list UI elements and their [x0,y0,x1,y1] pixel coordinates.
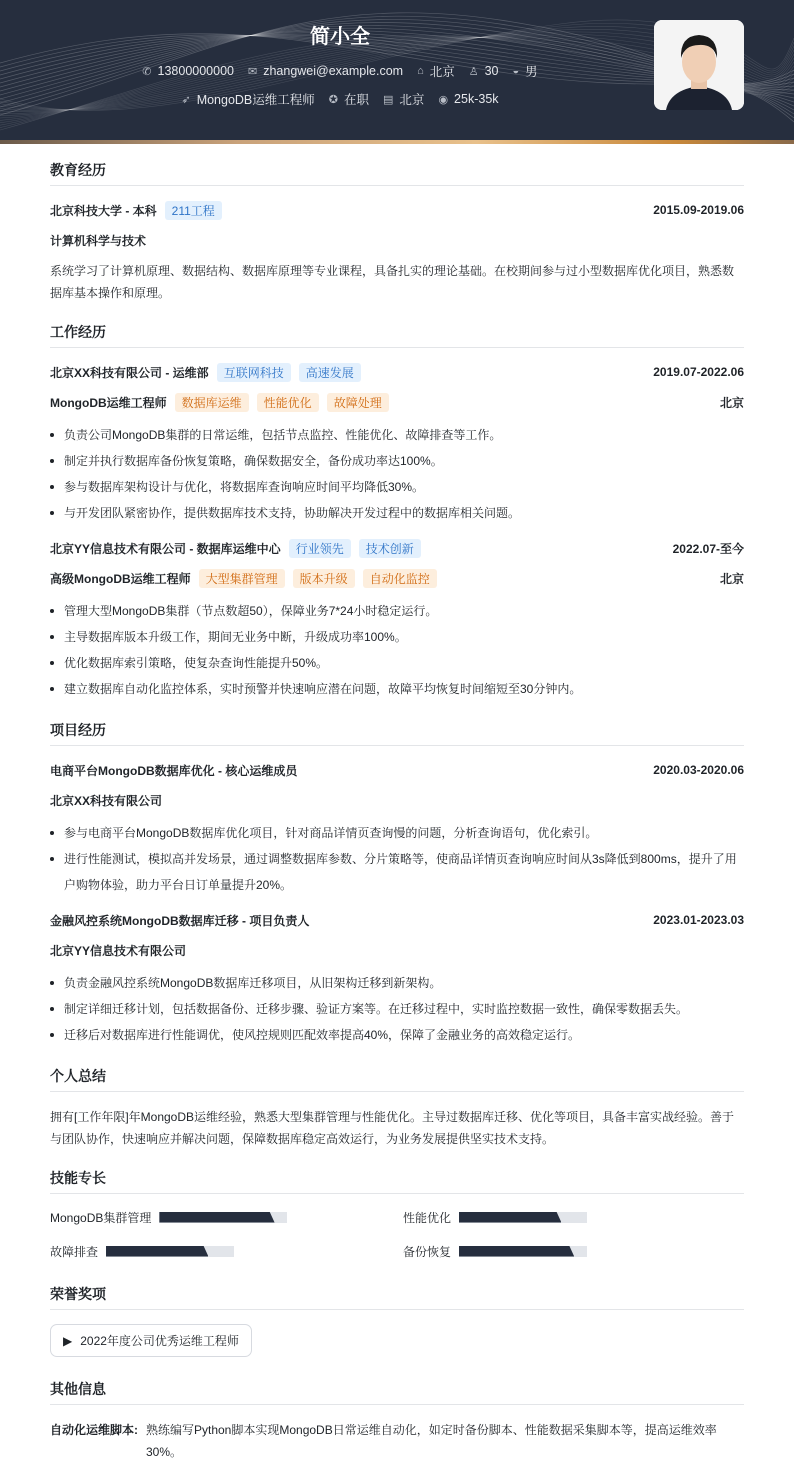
resume-header [0,0,794,140]
role-title: 高级MongoDB运维工程师 [50,571,191,586]
bullet-item: 优化数据库索引策略，使复杂查询性能提升50%。 [50,650,744,676]
work-date: 2019.07-2022.06 [653,365,744,379]
school-tag: 211工程 [165,201,222,220]
info-item [383,90,424,108]
skill-tag: 大型集群管理 [199,569,285,588]
project-name: 电商平台MongoDB数据库优化 - 核心运维成员 [50,763,298,778]
expand-triangle-icon: ▶ [63,1333,73,1348]
skill-name: MongoDB集群管理 [50,1210,152,1225]
info-item [438,90,498,108]
section-title: 教育经历 [50,160,744,186]
project-row [50,760,744,780]
company-tag: 高速发展 [299,363,361,382]
skill-tag: 自动化监控 [363,569,437,588]
skill-tag: 故障处理 [327,393,389,412]
gender-icon: ◒ [512,65,520,77]
project-name: 金融风控系统MongoDB数据库迁移 - 项目负责人 [50,913,310,928]
bullet-item: 主导数据库版本升级工作，期间无业务中断，升级成功率100%。 [50,624,744,650]
building-icon: ▤ [383,93,394,106]
status-icon: ✪ [328,93,338,106]
company-tag: 技术创新 [359,539,421,558]
info-item [513,62,538,80]
company-row [50,538,744,558]
skill-bar [459,1246,587,1257]
bullet-item: 管理大型MongoDB集群（节点数超50），保障业务7*24小时稳定运行。 [50,598,744,624]
school-name: 北京科技大学 - 本科 [50,203,157,218]
info-item [417,62,455,80]
skill-bar [459,1212,587,1223]
projects-section [50,720,744,1048]
skill-name: 故障排查 [50,1244,99,1259]
candidate-name: 简小全 [310,26,370,48]
role-left [50,393,389,412]
project-company-row [50,790,744,810]
bullet-item: 负责公司MongoDB集群的日常运维，包括节点监控、性能优化、故障排查等工作。 [50,422,744,448]
skill-bar [106,1246,234,1257]
work-bullets [50,422,744,526]
info-item [181,90,314,108]
info-text: MongoDB运维工程师 [196,93,315,107]
section-title: 荣誉奖项 [50,1284,744,1310]
skill-name: 性能优化 [403,1210,452,1225]
section-title: 个人总结 [50,1066,744,1092]
job-info [0,90,680,108]
role-row [50,392,744,412]
info-item [248,62,403,80]
info-text: 25k-35k [454,92,499,106]
section-title: 其他信息 [50,1379,744,1405]
work-section [50,322,744,702]
education-description: 系统学习了计算机原理、数据结构、数据库原理等专业课程，具备扎实的理论基础。在校期间参与过小型数据库优化项目，熟悉数据库基本操作和原理。 [50,264,735,300]
project-date: 2023.01-2023.03 [653,913,744,927]
company-name: 北京XX科技有限公司 - 运维部 [50,365,209,380]
skill-tag: 性能优化 [257,393,319,412]
bullet-item: 迁移后对数据库进行性能调优，使风控规则匹配效率提高40%，保障了金融业务的高效稳定运行。 [50,1022,744,1048]
info-text: 北京 [399,93,425,107]
work-location: 北京 [719,395,744,410]
awards-section [50,1284,744,1379]
skill-bar-fill [159,1212,274,1223]
award-item[interactable] [50,1324,252,1357]
company-row [50,362,744,382]
bullet-item: 建立数据库自动化监控体系，实时预警并快速响应潜在问题，故障平均恢复时间缩短至30分钟内。 [50,676,744,702]
skill-item [50,1208,403,1226]
work-location: 北京 [719,571,744,586]
award-label: 2022年度公司优秀运维工程师 [80,1334,239,1348]
company-name: 北京YY信息技术有限公司 - 数据库运维中心 [50,541,281,556]
age-icon: ♙ [468,65,479,78]
other-label: 自动化运维脚本: [50,1423,138,1437]
info-text: 男 [525,65,538,79]
company-left [50,539,421,558]
bullet-item: 进行性能测试，模拟高并发场景，通过调整数据库参数、分片策略等，使商品详情页查询响应时间从3s降低到800ms，提升了用户购物体验，助力平台日订单量提升20%。 [50,846,744,898]
role-left [50,569,437,588]
project-row [50,910,744,930]
section-title: 技能专长 [50,1168,744,1194]
project-company: 北京YY信息技术有限公司 [50,943,187,958]
section-title: 工作经历 [50,322,744,348]
info-text: 在职 [344,93,370,107]
bullet-item: 制定并执行数据库备份恢复策略，确保数据安全，备份成功率达100%。 [50,448,744,474]
role-row [50,568,744,588]
skill-item [50,1242,403,1260]
info-text: zhangwei@example.com [263,64,404,78]
education-date: 2015.09-2019.06 [653,203,744,217]
project-company-row [50,940,744,960]
contact-info [0,62,680,80]
company-tag: 行业领先 [289,539,351,558]
skill-name: 备份恢复 [403,1244,452,1259]
skills-section [50,1168,744,1260]
summary-text: 拥有[工作年限]年MongoDB运维经验，熟悉大型集群管理与性能优化。主导过数据库迁移、优化等项目，具备丰富实战经验。善于与团队协作，快速响应并解决问题，保障数据库稳定高效运行，为业务发展提供坚实技术支持。 [50,1110,735,1146]
bullet-item: 参与电商平台MongoDB数据库优化项目，针对商品详情页查询慢的问题，分析查询语句，优化索引。 [50,820,744,846]
skill-bar-fill [459,1246,574,1257]
info-text: 13800000000 [157,64,234,78]
info-text: 30 [484,64,499,78]
other-text: 熟练编写Python脚本实现MongoDB日常运维自动化，如定时备份脚本、性能数据采集脚本等，提高运维效率30%。 [146,1423,717,1459]
bullet-item: 制定详细迁移计划，包括数据备份、迁移步骤、验证方案等。在迁移过程中，实时监控数据一致性，确保零数据丢失。 [50,996,744,1022]
work-bullets [50,598,744,702]
education-section [50,160,744,304]
info-text: 北京 [429,65,455,79]
header-accent-bar [0,140,794,144]
skill-bar-fill [106,1246,208,1257]
info-item [329,90,369,108]
major: 计算机科学与技术 [50,233,147,248]
role-title: MongoDB运维工程师 [50,395,167,410]
project-bullets [50,820,744,898]
company-tag: 互联网科技 [217,363,291,382]
other-section [50,1379,744,1463]
phone-icon: ✆ [142,65,152,78]
bullet-item: 参与数据库架构设计与优化，将数据库查询响应时间平均降低30%。 [50,474,744,500]
home-icon: ⌂ [417,65,424,77]
mail-icon: ✉ [248,65,258,78]
send-icon: ➶ [181,93,191,106]
bullet-item: 负责金融风控系统MongoDB数据库迁移项目，从旧架构迁移到新架构。 [50,970,744,996]
resume-body [50,160,744,1463]
section-title: 项目经历 [50,720,744,746]
project-date: 2020.03-2020.06 [653,763,744,777]
skill-tag: 数据库运维 [175,393,249,412]
avatar [654,20,744,110]
summary-section [50,1066,744,1150]
info-item [142,62,234,80]
skill-bar [159,1212,287,1223]
salary-icon: ◉ [438,93,449,106]
bullet-item: 与开发团队紧密协作，提供数据库技术支持，协助解决开发过程中的数据库相关问题。 [50,500,744,526]
skill-item [403,1208,744,1226]
company-left [50,363,361,382]
project-company: 北京XX科技有限公司 [50,793,163,808]
info-item [469,62,499,80]
skill-bar-fill [459,1212,561,1223]
skill-tag: 版本升级 [293,569,355,588]
project-bullets [50,970,744,1048]
skill-item [403,1242,744,1260]
work-date: 2022.07-至今 [672,541,744,556]
